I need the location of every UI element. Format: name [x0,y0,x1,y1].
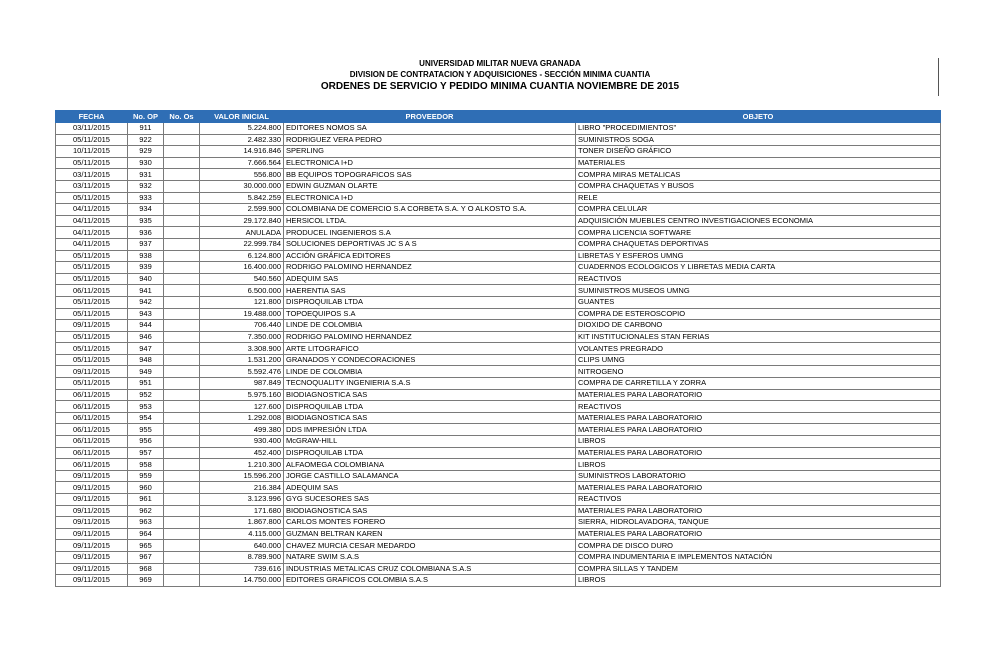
cell-no-op: 948 [128,354,164,366]
cell-valor-inicial: 1.531.200 [200,354,284,366]
cell-objeto: MATERIALES PARA LABORATORIO [576,447,941,459]
table-row [56,575,941,587]
cell-no-op: 967 [128,551,164,563]
cell-objeto: VOLANTES PREGRADO [576,343,941,355]
cell-valor-inicial: 22.999.784 [200,238,284,250]
cell-proveedor: DISPROQUILAB LTDA [284,401,576,413]
cell-fecha: 04/11/2015 [56,215,128,227]
cell-valor-inicial: 127.600 [200,401,284,413]
cell-objeto: COMPRA CHAQUETAS DEPORTIVAS [576,238,941,250]
cell-no-os [164,424,200,436]
table-row [56,262,941,274]
cell-no-op: 958 [128,459,164,471]
cell-objeto: COMPRA DE ESTEROSCOPIO [576,308,941,320]
cell-objeto: COMPRA SILLAS Y TANDEM [576,563,941,575]
cell-no-os [164,134,200,146]
table-row [56,285,941,297]
cell-valor-inicial: ANULADA [200,227,284,239]
cell-proveedor: DDS IMPRESIÓN LTDA [284,424,576,436]
cell-no-os [164,320,200,332]
cell-fecha: 09/11/2015 [56,505,128,517]
cell-valor-inicial: 987.849 [200,378,284,390]
cell-fecha: 04/11/2015 [56,227,128,239]
cell-proveedor: BB EQUIPOS TOPOGRAFICOS SAS [284,169,576,181]
cell-valor-inicial: 7.666.564 [200,157,284,169]
column-header-no-os: No. Os [164,111,200,123]
table-row [56,296,941,308]
cell-no-os [164,563,200,575]
cell-fecha: 09/11/2015 [56,320,128,332]
cell-valor-inicial: 30.000.000 [200,180,284,192]
cell-fecha: 09/11/2015 [56,551,128,563]
cell-no-os [164,285,200,297]
cell-valor-inicial: 6.500.000 [200,285,284,297]
cell-valor-inicial: 3.123.996 [200,494,284,506]
cell-no-op: 963 [128,517,164,529]
cell-fecha: 05/11/2015 [56,378,128,390]
cell-fecha: 06/11/2015 [56,412,128,424]
cell-no-op: 934 [128,204,164,216]
cell-no-op: 931 [128,169,164,181]
cell-proveedor: GUZMAN BELTRAN KAREN [284,528,576,540]
cell-fecha: 05/11/2015 [56,296,128,308]
cell-valor-inicial: 1.210.300 [200,459,284,471]
cell-proveedor: ALFAOMEGA COLOMBIANA [284,459,576,471]
table-row [56,157,941,169]
cell-objeto: COMPRA MIRAS METALICAS [576,169,941,181]
cell-objeto: MATERIALES PARA LABORATORIO [576,505,941,517]
cell-fecha: 03/11/2015 [56,123,128,135]
university-title: UNIVERSIDAD MILITAR NUEVA GRANADA [419,59,581,68]
cell-objeto: COMPRA INDUMENTARIA E IMPLEMENTOS NATACIÓN [576,551,941,563]
cell-valor-inicial: 16.400.000 [200,262,284,274]
cell-objeto: COMPRA LICENCIA SOFTWARE [576,227,941,239]
cell-valor-inicial: 14.750.000 [200,575,284,587]
cell-fecha: 06/11/2015 [56,389,128,401]
cell-valor-inicial: 7.350.000 [200,331,284,343]
cell-no-os [164,215,200,227]
cell-no-os [164,331,200,343]
cell-fecha: 03/11/2015 [56,169,128,181]
cell-proveedor: CARLOS MONTES FORERO [284,517,576,529]
cell-no-os [164,528,200,540]
table-row [56,389,941,401]
cell-no-os [164,389,200,401]
cell-fecha: 05/11/2015 [56,308,128,320]
table-row [56,215,941,227]
column-header-no-op: No. OP [128,111,164,123]
cell-objeto: REACTIVOS [576,273,941,285]
column-header-valor-inicial: VALOR INICIAL [200,111,284,123]
cell-proveedor: NATARE SWIM S.A.S [284,551,576,563]
cell-proveedor: TOPOEQUIPOS S.A [284,308,576,320]
cell-no-os [164,494,200,506]
cell-fecha: 05/11/2015 [56,343,128,355]
cell-no-op: 937 [128,238,164,250]
cell-objeto: MATERIALES PARA LABORATORIO [576,412,941,424]
cell-valor-inicial: 19.488.000 [200,308,284,320]
cell-valor-inicial: 29.172.840 [200,215,284,227]
cell-objeto: COMPRA CHAQUETAS Y BUSOS [576,180,941,192]
table-row [56,238,941,250]
cell-valor-inicial: 5.842.259 [200,192,284,204]
cell-proveedor: BIODIAGNOSTICA SAS [284,505,576,517]
cell-valor-inicial: 2.599.900 [200,204,284,216]
cell-objeto: COMPRA DE DISCO DURO [576,540,941,552]
cell-fecha: 06/11/2015 [56,285,128,297]
cell-valor-inicial: 5.224.800 [200,123,284,135]
cell-proveedor: INDUSTRIAS METALICAS CRUZ COLOMBIANA S.A.S [284,563,576,575]
cell-fecha: 05/11/2015 [56,157,128,169]
cell-valor-inicial: 556.800 [200,169,284,181]
cell-no-os [164,204,200,216]
cell-no-os [164,180,200,192]
cell-proveedor: LINDE DE COLOMBIA [284,366,576,378]
cell-fecha: 05/11/2015 [56,262,128,274]
cell-fecha: 06/11/2015 [56,401,128,413]
cell-proveedor: GRANADOS Y CONDECORACIONES [284,354,576,366]
table-row [56,494,941,506]
cell-no-os [164,192,200,204]
cell-valor-inicial: 1.292.008 [200,412,284,424]
cell-fecha: 04/11/2015 [56,238,128,250]
cell-fecha: 06/11/2015 [56,447,128,459]
cell-no-op: 956 [128,436,164,448]
cell-no-os [164,505,200,517]
cell-no-op: 939 [128,262,164,274]
cell-no-op: 957 [128,447,164,459]
cell-no-op: 969 [128,575,164,587]
cell-fecha: 05/11/2015 [56,250,128,262]
cell-no-os [164,401,200,413]
table-row [56,563,941,575]
cell-no-op: 922 [128,134,164,146]
cell-proveedor: EDITORES NOMOS SA [284,123,576,135]
table-row [56,412,941,424]
cell-no-os [164,343,200,355]
cell-no-op: 951 [128,378,164,390]
cell-no-op: 929 [128,146,164,158]
cell-no-os [164,412,200,424]
cell-no-op: 944 [128,320,164,332]
cell-fecha: 09/11/2015 [56,528,128,540]
cell-objeto: TONER DISEÑO GRÁFICO [576,146,941,158]
cell-fecha: 05/11/2015 [56,331,128,343]
cell-proveedor: PRODUCEL INGENIEROS S.A [284,227,576,239]
cell-valor-inicial: 216.384 [200,482,284,494]
cell-proveedor: BIODIAGNOSTICA SAS [284,412,576,424]
cell-no-os [164,296,200,308]
cell-no-op: 932 [128,180,164,192]
cell-no-os [164,482,200,494]
cell-valor-inicial: 5.975.160 [200,389,284,401]
cell-fecha: 09/11/2015 [56,482,128,494]
table-row [56,436,941,448]
cell-valor-inicial: 640.000 [200,540,284,552]
cell-proveedor: ELECTRONICA I+D [284,192,576,204]
cell-proveedor: ADEQUIM SAS [284,273,576,285]
cell-fecha: 06/11/2015 [56,436,128,448]
table-header-row [56,111,941,123]
cell-objeto: CUADERNOS ECOLOGICOS Y LIBRETAS MEDIA CARTA [576,262,941,274]
cell-objeto: REACTIVOS [576,401,941,413]
cell-valor-inicial: 1.867.800 [200,517,284,529]
table-row [56,540,941,552]
cell-no-op: 964 [128,528,164,540]
table-row [56,250,941,262]
cell-no-op: 940 [128,273,164,285]
cell-no-os [164,459,200,471]
cell-proveedor: CHAVEZ MURCIA CESAR MEDARDO [284,540,576,552]
cell-fecha: 09/11/2015 [56,470,128,482]
cell-fecha: 05/11/2015 [56,354,128,366]
cell-no-os [164,123,200,135]
cell-proveedor: DISPROQUILAB LTDA [284,447,576,459]
cell-no-op: 930 [128,157,164,169]
cell-fecha: 09/11/2015 [56,494,128,506]
cell-proveedor: McGRAW-HILL [284,436,576,448]
table-row [56,320,941,332]
table-row [56,227,941,239]
cell-no-op: 949 [128,366,164,378]
cell-no-os [164,575,200,587]
cell-proveedor: LINDE DE COLOMBIA [284,320,576,332]
cell-proveedor: EDWIN GUZMAN OLARTE [284,180,576,192]
cell-no-os [164,169,200,181]
cell-no-os [164,250,200,262]
cell-objeto: NITROGENO [576,366,941,378]
table-row [56,273,941,285]
cell-objeto: RELE [576,192,941,204]
cell-fecha: 10/11/2015 [56,146,128,158]
cell-no-op: 953 [128,401,164,413]
cell-no-os [164,517,200,529]
cell-valor-inicial: 8.789.900 [200,551,284,563]
table-row [56,331,941,343]
table-body [56,123,941,587]
cell-objeto: MATERIALES PARA LABORATORIO [576,482,941,494]
cell-objeto: ADQUISICIÓN MUEBLES CENTRO INVESTIGACIONES ECONOMIA [576,215,941,227]
cell-proveedor: JORGE CASTILLO SALAMANCA [284,470,576,482]
cell-no-op: 946 [128,331,164,343]
column-header-proveedor: PROVEEDOR [284,111,576,123]
cell-no-os [164,447,200,459]
division-title: DIVISION DE CONTRATACION Y ADQUISICIONES - SECCIÓN MINIMA CUANTIA [349,70,651,79]
cell-no-op: 961 [128,494,164,506]
cell-fecha: 09/11/2015 [56,366,128,378]
cell-proveedor: EDITORES GRAFICOS COLOMBIA S.A.S [284,575,576,587]
orders-table [55,110,941,587]
cell-valor-inicial: 5.592.476 [200,366,284,378]
cell-valor-inicial: 171.680 [200,505,284,517]
cell-no-op: 933 [128,192,164,204]
table-row [56,146,941,158]
cell-objeto: LIBROS [576,575,941,587]
cell-no-op: 968 [128,563,164,575]
cell-objeto: COMPRA DE CARRETILLA Y ZORRA [576,378,941,390]
table-row [56,424,941,436]
cell-no-op: 952 [128,389,164,401]
cell-fecha: 06/11/2015 [56,424,128,436]
table-row [56,482,941,494]
cell-proveedor: RODRIGUEZ VERA PEDRO [284,134,576,146]
cell-fecha: 05/11/2015 [56,273,128,285]
cell-no-op: 943 [128,308,164,320]
cell-no-op: 954 [128,412,164,424]
cell-no-os [164,157,200,169]
table-row [56,169,941,181]
cell-no-op: 955 [128,424,164,436]
cell-proveedor: SOLUCIONES DEPORTIVAS JC S A S [284,238,576,250]
cell-no-op: 947 [128,343,164,355]
cell-objeto: SUMINISTROS SOGA [576,134,941,146]
cell-no-op: 938 [128,250,164,262]
table-row [56,401,941,413]
cell-valor-inicial: 452.400 [200,447,284,459]
cell-proveedor: ACCIÓN GRÁFICA EDITORES [284,250,576,262]
cell-no-os [164,273,200,285]
cell-proveedor: HERSICOL LTDA. [284,215,576,227]
table-row [56,459,941,471]
cell-no-os [164,540,200,552]
cell-no-op: 935 [128,215,164,227]
cell-no-os [164,238,200,250]
column-header-objeto: OBJETO [576,111,941,123]
cell-objeto: LIBROS [576,459,941,471]
cell-proveedor: BIODIAGNOSTICA SAS [284,389,576,401]
cell-no-os [164,354,200,366]
cell-objeto: SIERRA, HIDROLAVADORA, TANQUE [576,517,941,529]
cell-valor-inicial: 121.800 [200,296,284,308]
cell-valor-inicial: 15.596.200 [200,470,284,482]
cell-proveedor: ARTE LITOGRAFICO [284,343,576,355]
cell-proveedor: SPERLING [284,146,576,158]
cell-valor-inicial: 540.560 [200,273,284,285]
cell-objeto: LIBRETAS Y ESFEROS UMNG [576,250,941,262]
table-row [56,517,941,529]
table-row [56,354,941,366]
cell-no-os [164,366,200,378]
cell-proveedor: COLOMBIANA DE COMERCIO S.A CORBETA S.A. Y O ALKOSTO S.A. [284,204,576,216]
cell-objeto: GUANTES [576,296,941,308]
cell-proveedor: RODRIGO PALOMINO HERNANDEZ [284,262,576,274]
cell-no-os [164,227,200,239]
cell-no-os [164,436,200,448]
table-row [56,123,941,135]
cell-no-op: 911 [128,123,164,135]
table-row [56,308,941,320]
cell-fecha: 05/11/2015 [56,192,128,204]
table-row [56,378,941,390]
cell-objeto: REACTIVOS [576,494,941,506]
cell-proveedor: RODRIGO PALOMINO HERNANDEZ [284,331,576,343]
cell-no-op: 941 [128,285,164,297]
cell-objeto: LIBROS [576,436,941,448]
cell-proveedor: ADEQUIM SAS [284,482,576,494]
table-row [56,551,941,563]
cell-valor-inicial: 739.616 [200,563,284,575]
table-row [56,366,941,378]
table-row [56,180,941,192]
table-row [56,528,941,540]
cell-proveedor: GYG SUCESORES SAS [284,494,576,506]
cell-objeto: MATERIALES PARA LABORATORIO [576,424,941,436]
cell-proveedor: DISPROQUILAB LTDA [284,296,576,308]
document-header [0,58,1000,94]
table-row [56,204,941,216]
table-row [56,343,941,355]
table-row [56,505,941,517]
cell-fecha: 05/11/2015 [56,134,128,146]
cell-fecha: 03/11/2015 [56,180,128,192]
cell-fecha: 09/11/2015 [56,575,128,587]
cell-objeto: MATERIALES PARA LABORATORIO [576,389,941,401]
header-divider [938,58,939,96]
cell-valor-inicial: 499.380 [200,424,284,436]
cell-objeto: CLIPS UMNG [576,354,941,366]
cell-valor-inicial: 3.308.900 [200,343,284,355]
cell-objeto: SUMINISTROS MUSEOS UMNG [576,285,941,297]
cell-objeto: KIT INSTITUCIONALES STAN FERIAS [576,331,941,343]
cell-no-os [164,146,200,158]
cell-no-os [164,378,200,390]
cell-fecha: 09/11/2015 [56,540,128,552]
cell-no-op: 965 [128,540,164,552]
cell-proveedor: HAERENTIA SAS [284,285,576,297]
cell-fecha: 09/11/2015 [56,563,128,575]
cell-no-op: 960 [128,482,164,494]
cell-valor-inicial: 6.124.800 [200,250,284,262]
cell-fecha: 04/11/2015 [56,204,128,216]
cell-fecha: 06/11/2015 [56,459,128,471]
cell-valor-inicial: 14.916.846 [200,146,284,158]
column-header-fecha: FECHA [56,111,128,123]
cell-no-op: 936 [128,227,164,239]
cell-objeto: DIOXIDO DE CARBONO [576,320,941,332]
cell-proveedor: ELECTRONICA I+D [284,157,576,169]
cell-objeto: LIBRO "PROCEDIMIENTOS" [576,123,941,135]
cell-no-os [164,262,200,274]
cell-objeto: MATERIALES [576,157,941,169]
cell-no-os [164,470,200,482]
table-row [56,134,941,146]
cell-no-op: 959 [128,470,164,482]
cell-no-op: 962 [128,505,164,517]
cell-no-op: 942 [128,296,164,308]
table-row [56,447,941,459]
report-title: ORDENES DE SERVICIO Y PEDIDO MINIMA CUANTIA NOVIEMBRE DE 2015 [320,81,680,92]
cell-valor-inicial: 2.482.330 [200,134,284,146]
cell-fecha: 09/11/2015 [56,517,128,529]
cell-objeto: COMPRA CELULAR [576,204,941,216]
cell-valor-inicial: 930.400 [200,436,284,448]
cell-valor-inicial: 4.115.000 [200,528,284,540]
cell-objeto: MATERIALES PARA LABORATORIO [576,528,941,540]
cell-proveedor: TECNOQUALITY INGENIERIA S.A.S [284,378,576,390]
cell-objeto: SUMINISTROS LABORATORIO [576,470,941,482]
cell-no-os [164,308,200,320]
table-row [56,192,941,204]
cell-valor-inicial: 706.440 [200,320,284,332]
cell-no-os [164,551,200,563]
table-row [56,470,941,482]
